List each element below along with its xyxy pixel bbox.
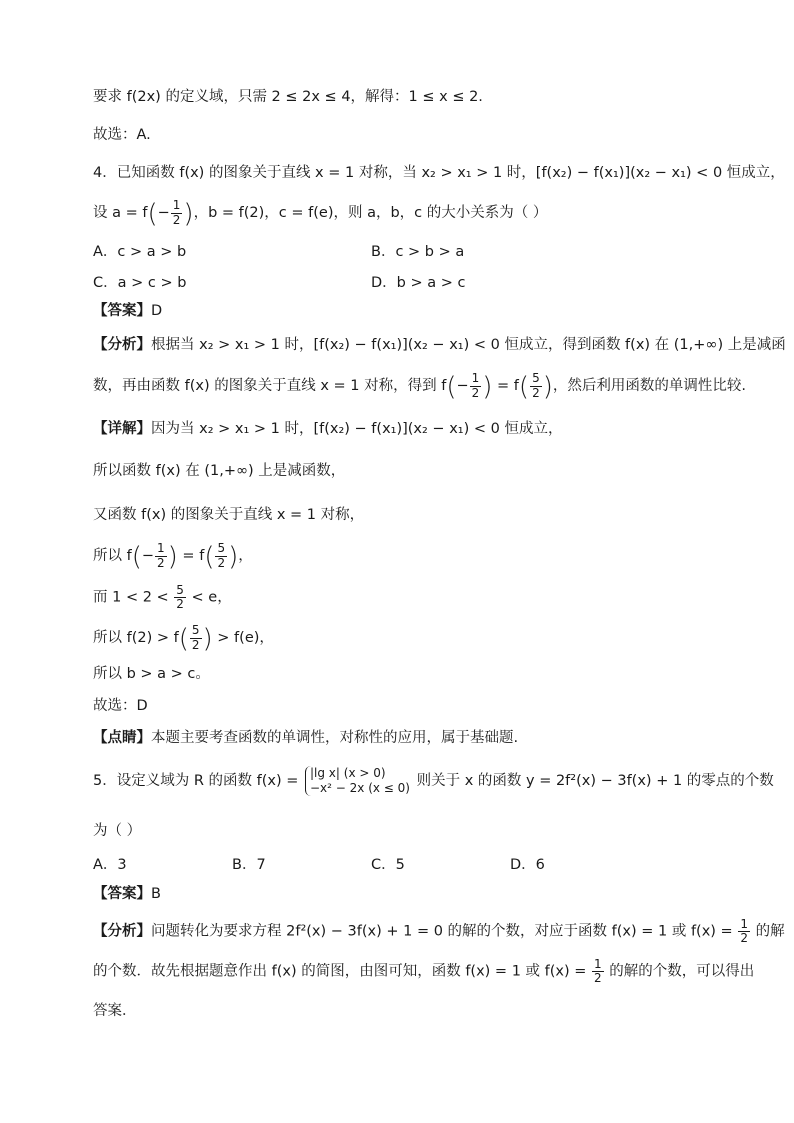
frac-num: 1 xyxy=(471,371,480,386)
question-4-define-abc: 设 a = f(− $\frac{1}{2}$ )，b = f(2)，c = f(e)，则 a，b，c 的大小关系为（ ） xyxy=(93,198,548,229)
fraction-half xyxy=(738,918,750,945)
fraction-half xyxy=(592,958,604,985)
frac-den: 2 xyxy=(217,555,226,570)
analysis-tag: 【分析】 xyxy=(93,923,151,940)
analysis-5-line1 xyxy=(93,917,785,946)
fraction-five-halves xyxy=(174,584,186,611)
piece-case-1: |lg x| (x > 0) xyxy=(310,766,386,780)
option-b: B．c > b > a xyxy=(371,244,465,260)
frac-num: 1 xyxy=(172,198,181,213)
frac-num: 1 xyxy=(594,957,602,971)
ana4-mid: = f xyxy=(492,378,519,394)
q5-post: 则关于 x 的函数 y = 2f²(x) − 3f(x) + 1 的零点的个数 xyxy=(411,773,774,789)
answer-tag: 【答案】 xyxy=(93,303,151,319)
detail-4-line4: 所以 f(− $\frac{1}{2}$ ) = f( $\frac{5}{2}$ )， xyxy=(93,541,253,572)
answer-tag: 【答案】 xyxy=(93,886,151,902)
question-5-stem xyxy=(93,766,774,796)
detail-4-line7: 所以 b > a > c。 xyxy=(93,666,210,682)
frac-den: 2 xyxy=(532,385,540,400)
analysis-5-line3: 答案． xyxy=(93,1003,137,1019)
analysis-text: 根据当 x₂ > x₁ > 1 时，[f(x₂) − f(x₁)](x₂ − x₁) < 0 恒成立，得到函数 f(x) 在 (1,+∞) 上是减函 xyxy=(151,337,786,353)
ana5b-post: 的解的个数，可以得出 xyxy=(604,963,755,980)
frac-den: 2 xyxy=(471,385,480,400)
text-line-domain: 要求 f(2x) 的定义域，只需 2 ≤ 2x ≤ 4，解得：1 ≤ x ≤ 2. xyxy=(93,89,483,105)
frac-num: 5 xyxy=(191,623,200,638)
ana5b-pre: 的个数．故先根据题意作出 f(x) 的简图，由图可知，函数 f(x) = 1 或 f(x) = xyxy=(93,963,592,980)
note-4 xyxy=(93,729,704,748)
answer-4 xyxy=(93,302,704,321)
det4d-post: ， xyxy=(238,548,253,564)
option-5a: A．3 xyxy=(93,857,127,873)
det4f-pre: 所以 f(2) > f xyxy=(93,630,179,646)
text-line-select-a: 故选：A. xyxy=(93,127,151,143)
detail-4-line1 xyxy=(93,420,704,439)
detail-text: 因为当 x₂ > x₁ > 1 时，[f(x₂) − f(x₁)](x₂ − x₁) < 0 恒成立， xyxy=(151,421,563,437)
fraction-half xyxy=(171,199,183,226)
fraction-five-halves xyxy=(215,542,227,569)
answer-5 xyxy=(93,885,704,904)
analysis-4-line2: 数，再由函数 f(x) 的图象关于直线 x = 1 对称，得到 f(− $\frac{1}{2}$ ) = f( $\frac{5}{2}$ )，然后利用函数的单调性比较. xyxy=(93,371,746,402)
piece-case-2: −x² − 2x (x ≤ 0) xyxy=(310,781,410,795)
question-5-tail: 为（ ） xyxy=(93,823,142,839)
neg-sign: − xyxy=(157,205,170,221)
frac-den: 2 xyxy=(157,555,165,570)
ana4-pre: 数，再由函数 f(x) 的图象关于直线 x = 1 对称，得到 f xyxy=(93,378,447,394)
q4-pre: 设 a = f xyxy=(93,205,148,221)
fraction-five-halves xyxy=(530,372,542,399)
det4e-pre: 而 1 < 2 < xyxy=(93,589,174,606)
q4-post: ，b = f(2)，c = f(e)，则 a，b，c 的大小关系为（ ） xyxy=(193,205,548,221)
option-5b: B．7 xyxy=(232,857,266,873)
option-5c: C．5 xyxy=(371,857,405,873)
option-d: D．b > a > c xyxy=(371,275,466,291)
q5-pre: 5．设定义域为 R 的函数 f(x) = xyxy=(93,773,303,789)
fraction-half xyxy=(155,542,167,569)
question-4-stem: 4．已知函数 f(x) 的图象关于直线 x = 1 对称，当 x₂ > x₁ > 1 时，[f(x₂) − f(x₁)](x₂ − x₁) < 0 恒成立， xyxy=(93,165,785,181)
option-c: C．a > c > b xyxy=(93,275,187,291)
ana5a-pre: 问题转化为要求方程 2f²(x) − 3f(x) + 1 = 0 的解的个数，对应于函数 f(x) = 1 或 f(x) = xyxy=(151,923,738,940)
detail-4-line2: 所以函数 f(x) 在 (1,+∞) 上是减函数， xyxy=(93,463,346,479)
analysis-4-line1 xyxy=(93,336,786,355)
det4d-pre: 所以 f xyxy=(93,548,132,564)
frac-num: 5 xyxy=(176,583,184,597)
detail-4-line6: 所以 f(2) > f( $\frac{5}{2}$ ) > f(e)， xyxy=(93,623,274,654)
analysis-5-line2 xyxy=(93,957,755,986)
det4d-mid: = f xyxy=(177,548,205,564)
frac-num: 1 xyxy=(157,541,165,556)
neg-sign: − xyxy=(141,548,155,564)
detail-4-line3: 又函数 f(x) 的图象关于直线 x = 1 对称， xyxy=(93,507,365,523)
note-text: 本题主要考查函数的单调性，对称性的应用，属于基础题. xyxy=(151,730,519,746)
frac-num: 5 xyxy=(532,371,540,386)
frac-num: 1 xyxy=(740,917,748,931)
option-a: A．c > a > b xyxy=(93,244,187,260)
note-tag: 【点睛】 xyxy=(93,730,151,746)
detail-tag: 【详解】 xyxy=(93,421,151,437)
frac-den: 2 xyxy=(594,971,602,986)
ana5a-post: 的解 xyxy=(750,923,785,940)
frac-den: 2 xyxy=(172,212,181,227)
analysis-tag: 【分析】 xyxy=(93,337,151,353)
fraction-half xyxy=(470,372,482,399)
select-d: 故选：D xyxy=(93,698,148,714)
neg-sign: − xyxy=(456,378,469,394)
det4e-post: < e， xyxy=(186,589,232,606)
frac-num: 5 xyxy=(217,541,226,556)
answer-value: B xyxy=(151,886,161,902)
option-5d: D．6 xyxy=(510,857,545,873)
ana4-post: ，然后利用函数的单调性比较. xyxy=(552,378,746,394)
frac-den: 2 xyxy=(176,597,184,612)
piecewise-definition xyxy=(305,766,410,796)
fraction-five-halves xyxy=(190,624,202,651)
det4f-post: > f(e)， xyxy=(212,630,274,646)
detail-4-line5 xyxy=(93,584,704,611)
frac-den: 2 xyxy=(191,637,200,652)
answer-value: D xyxy=(151,303,163,319)
frac-den: 2 xyxy=(740,931,748,946)
